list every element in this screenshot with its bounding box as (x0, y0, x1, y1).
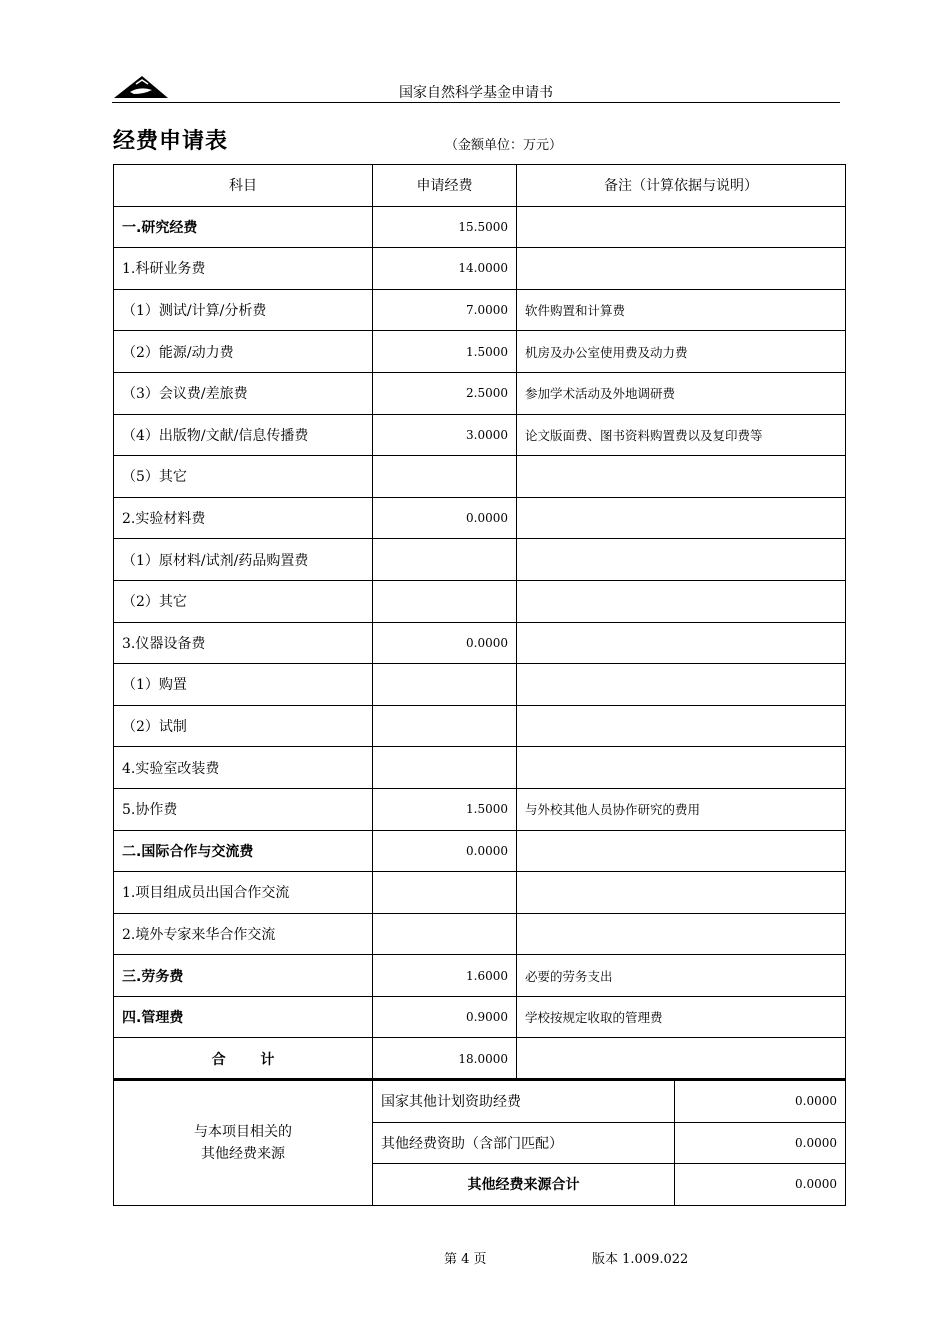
source-total-value: 0.0000 (675, 1164, 846, 1206)
note-cell (517, 830, 846, 872)
amount-cell (373, 539, 517, 581)
amount-cell: 7.0000 (373, 289, 517, 331)
total-amount: 18.0000 (373, 1038, 517, 1080)
note-cell: 参加学术活动及外地调研费 (517, 372, 846, 414)
item-cell: 1.科研业务费 (114, 248, 373, 290)
note-cell (517, 497, 846, 539)
page-header (112, 72, 840, 104)
column-header-item: 科目 (114, 165, 373, 207)
source-total-label: 其他经费来源合计 (373, 1164, 675, 1206)
item-cell: （3）会议费/差旅费 (114, 372, 373, 414)
other-sources-table (113, 1078, 846, 1206)
amount-cell (373, 872, 517, 914)
table-row (114, 622, 846, 664)
table-header-row (114, 165, 846, 207)
table-row (114, 788, 846, 830)
note-cell (517, 206, 846, 248)
item-cell: （5）其它 (114, 456, 373, 498)
version-label: 版本 1.009.022 (592, 1252, 689, 1267)
header-rule (112, 102, 840, 103)
item-cell: （4）出版物/文献/信息传播费 (114, 414, 373, 456)
item-cell: 3.仪器设备费 (114, 622, 373, 664)
table-row (114, 747, 846, 789)
total-label: 合 计 (114, 1038, 373, 1080)
source-value: 0.0000 (675, 1080, 846, 1123)
note-cell (517, 248, 846, 290)
note-cell (517, 705, 846, 747)
amount-cell: 15.5000 (373, 206, 517, 248)
item-cell: 1.项目组成员出国合作交流 (114, 872, 373, 914)
table-row (114, 580, 846, 622)
table-row (114, 331, 846, 373)
table-row (114, 456, 846, 498)
note-cell: 学校按规定收取的管理费 (517, 996, 846, 1038)
amount-cell: 14.0000 (373, 248, 517, 290)
page-number: 第 4 页 (444, 1252, 487, 1267)
item-cell: （2）试制 (114, 705, 373, 747)
table-row (114, 913, 846, 955)
unit-note: （金额单位：万元） (445, 138, 563, 153)
item-cell: （1）购置 (114, 664, 373, 706)
amount-cell: 1.5000 (373, 331, 517, 373)
column-header-amount: 申请经费 (373, 165, 517, 207)
table-row (114, 539, 846, 581)
note-cell (517, 622, 846, 664)
item-cell: （1）测试/计算/分析费 (114, 289, 373, 331)
note-cell (517, 456, 846, 498)
table-row (114, 705, 846, 747)
table-row (114, 497, 846, 539)
table-row (114, 372, 846, 414)
item-cell: 四.管理费 (114, 996, 373, 1038)
other-sources-label (114, 1080, 373, 1206)
item-cell: 三.劳务费 (114, 955, 373, 997)
amount-cell: 0.0000 (373, 622, 517, 664)
table-row (114, 955, 846, 997)
column-header-note: 备注（计算依据与说明） (517, 165, 846, 207)
table-row (114, 664, 846, 706)
amount-cell: 1.6000 (373, 955, 517, 997)
source-row (114, 1080, 846, 1123)
table-row (114, 830, 846, 872)
amount-cell: 1.5000 (373, 788, 517, 830)
amount-cell: 0.0000 (373, 497, 517, 539)
table-row (114, 289, 846, 331)
note-cell: 机房及办公室使用费及动力费 (517, 331, 846, 373)
item-cell: （1）原材料/试剂/药品购置费 (114, 539, 373, 581)
source-value: 0.0000 (675, 1122, 846, 1164)
item-cell: 一.研究经费 (114, 206, 373, 248)
amount-cell: 0.0000 (373, 830, 517, 872)
source-name: 其他经费资助（含部门匹配） (373, 1122, 675, 1164)
other-sources-label-text: 与本项目相关的 其他经费来源 (194, 1123, 292, 1162)
note-cell (517, 747, 846, 789)
header-title: 国家自然科学基金申请书 (399, 85, 553, 101)
total-row (114, 1038, 846, 1080)
amount-cell: 2.5000 (373, 372, 517, 414)
amount-cell (373, 664, 517, 706)
note-cell (517, 664, 846, 706)
amount-cell (373, 580, 517, 622)
item-cell: 4.实验室改装费 (114, 747, 373, 789)
table-row (114, 996, 846, 1038)
note-cell: 软件购置和计算费 (517, 289, 846, 331)
budget-table (113, 164, 846, 1080)
note-cell (517, 913, 846, 955)
amount-cell (373, 705, 517, 747)
table-row (114, 206, 846, 248)
item-cell: 2.境外专家来华合作交流 (114, 913, 373, 955)
amount-cell (373, 747, 517, 789)
item-cell: 二.国际合作与交流费 (114, 830, 373, 872)
item-cell: （2）其它 (114, 580, 373, 622)
note-cell (517, 580, 846, 622)
amount-cell: 0.9000 (373, 996, 517, 1038)
table-row (114, 872, 846, 914)
note-cell: 论文版面费、图书资料购置费以及复印费等 (517, 414, 846, 456)
amount-cell: 3.0000 (373, 414, 517, 456)
amount-cell (373, 456, 517, 498)
note-cell (517, 539, 846, 581)
note-cell: 与外校其他人员协作研究的费用 (517, 788, 846, 830)
amount-cell (373, 913, 517, 955)
table-row (114, 414, 846, 456)
item-cell: （2）能源/动力费 (114, 331, 373, 373)
total-note (517, 1038, 846, 1080)
item-cell: 2.实验材料费 (114, 497, 373, 539)
item-cell: 5.协作费 (114, 788, 373, 830)
source-name: 国家其他计划资助经费 (373, 1080, 675, 1123)
note-cell: 必要的劳务支出 (517, 955, 846, 997)
table-row (114, 248, 846, 290)
document-title: 经费申请表 (113, 129, 229, 154)
note-cell (517, 872, 846, 914)
